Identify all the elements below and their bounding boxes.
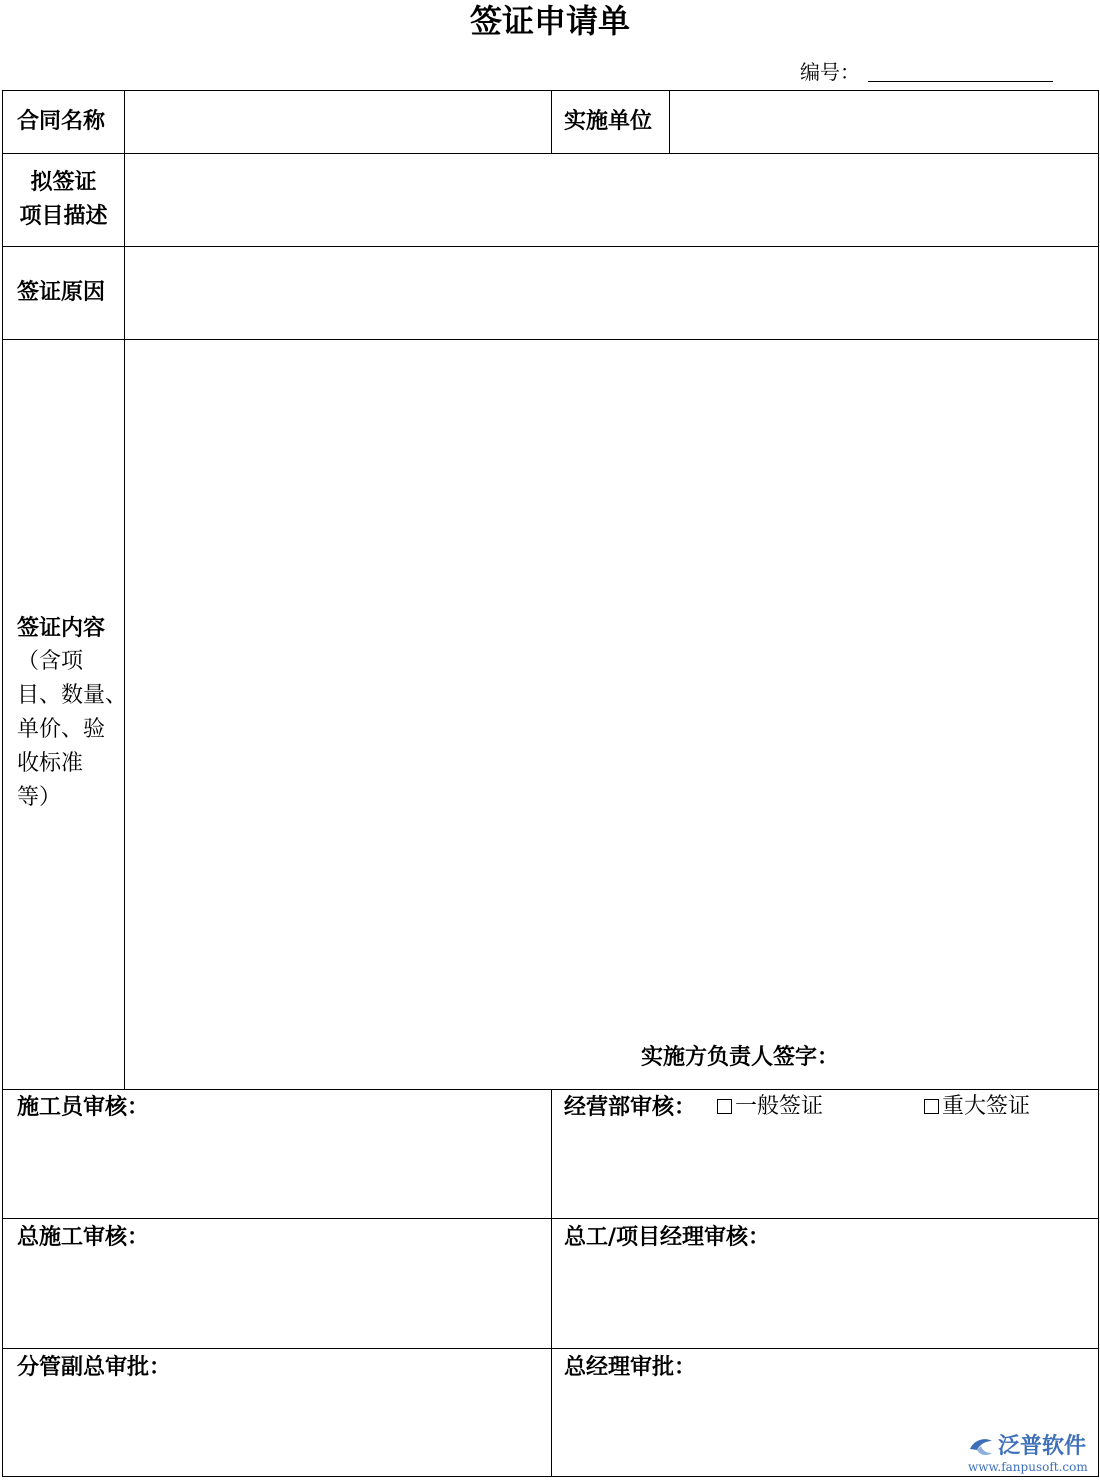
reason-input[interactable] [126,248,1097,338]
content-input[interactable] [126,341,1097,1031]
row-divider [3,246,1098,247]
chief-construction-review-label: 总施工审核： [17,1224,150,1250]
row-divider [3,339,1098,340]
content-label: 签证内容 [17,615,106,641]
project-desc-label-line1: 拟签证 [30,169,97,195]
deputy-gm-approval-label: 分管副总审批： [17,1354,172,1380]
business-review-label: 经营部审核： [564,1094,697,1120]
contract-name-label: 合同名称 [17,108,106,134]
content-note-line: 等） [17,785,62,810]
implementer-signature-label: 实施方负责人签字： [641,1044,840,1070]
general-visa-checkbox[interactable] [717,1099,732,1114]
column-divider [124,91,125,1089]
fanpu-logo-icon [968,1435,994,1459]
major-visa-checkbox[interactable] [924,1099,939,1114]
implementer-label: 实施单位 [564,108,653,134]
visa-application-table [2,90,1099,1477]
watermark-name: 泛普软件 [998,1434,1087,1459]
column-divider [551,1089,552,1477]
general-visa-option[interactable] [717,1090,823,1124]
reason-label: 签证原因 [17,279,106,305]
serial-number-label: 编号： [800,60,860,84]
project-desc-label-line2: 项目描述 [19,203,108,229]
column-divider [669,91,670,153]
watermark [968,1433,1093,1475]
row-divider [3,153,1098,154]
content-note-line: （含项 [17,649,84,674]
gm-approval-label: 总经理审批： [564,1354,697,1380]
watermark-url: www.fanpusoft.com [968,1460,1088,1474]
content-note-line: 收标准 [17,751,84,776]
implementer-input[interactable] [671,92,1097,152]
major-visa-label: 重大签证 [942,1094,1031,1119]
serial-number-field[interactable] [868,81,1053,82]
major-visa-option[interactable] [924,1090,1030,1124]
chief-engineer-review-label: 总工/项目经理审核： [564,1224,771,1250]
content-note-line: 目、数量、 [17,683,128,708]
content-note-line: 单价、验 [17,717,106,742]
column-divider [551,91,552,153]
project-desc-input[interactable] [126,155,1097,245]
form-title: 签证申请单 [469,2,630,40]
general-visa-label: 一般签证 [735,1094,824,1119]
contract-name-input[interactable] [126,92,550,152]
constructor-review-label: 施工员审核： [17,1094,150,1120]
